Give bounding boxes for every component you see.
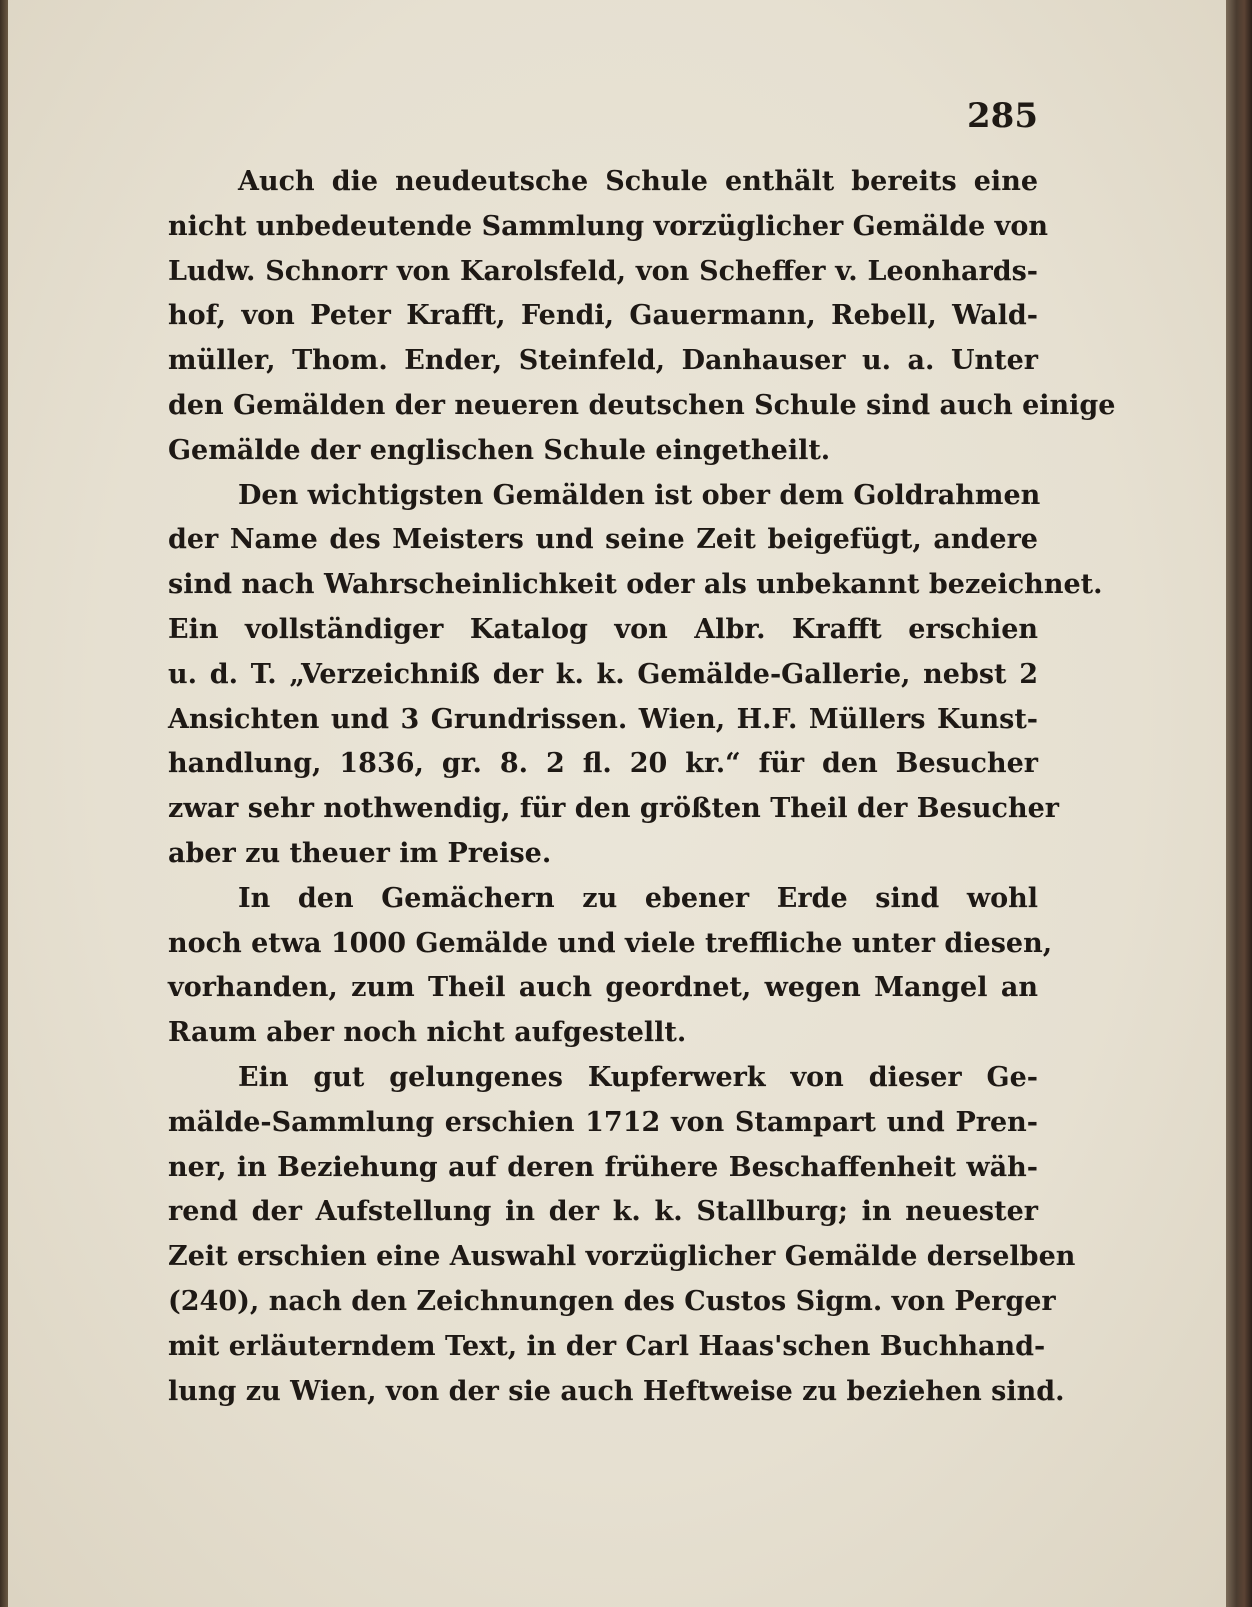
text-line: vorhanden, zum Theil auch geordnet, wegen Mangel an — [168, 972, 1038, 1004]
text-line: Ansichten und 3 Grundrissen. Wien, H.F. Müllers Kunst- — [168, 703, 1038, 735]
text-line: handlung, 1836, gr. 8. 2 fl. 20 kr.“ für den Besucher — [168, 748, 1038, 780]
book-page — [8, 0, 1226, 1607]
text-line: Ein vollständiger Katalog von Albr. Krafft erschien — [168, 613, 1038, 645]
book-gutter — [0, 0, 8, 1607]
text-line: der Name des Meisters und seine Zeit beigefügt, andere — [168, 524, 1038, 556]
text-line: noch etwa 1000 Gemälde und viele treffliche unter diesen, — [168, 927, 1053, 959]
text-line: Gemälde der englischen Schule eingetheilt. — [168, 434, 831, 466]
text-line: hof, von Peter Krafft, Fendi, Gauermann, Rebell, Wald- — [168, 300, 1038, 332]
page-text — [168, 160, 1116, 1414]
text-line: In den Gemächern zu ebener Erde sind wohl — [238, 882, 1038, 914]
text-line: müller, Thom. Ender, Steinfeld, Danhauser u. a. Unter — [168, 345, 1038, 377]
page-number: 285 — [967, 96, 1038, 136]
text-line: nicht unbedeutende Sammlung vorzüglicher Gemälde von — [168, 210, 1048, 242]
text-line: rend der Aufstellung in der k. k. Stallburg; in neuester — [168, 1196, 1038, 1228]
text-line: (240), nach den Zeichnungen des Custos Sigm. von Perger — [168, 1285, 1056, 1317]
text-line: sind nach Wahrscheinlichkeit oder als unbekannt bezeichnet. — [168, 569, 1103, 601]
text-line: mälde-Sammlung erschien 1712 von Stampart und Pren- — [168, 1106, 1038, 1138]
text-line: Raum aber noch nicht aufgestellt. — [168, 1017, 687, 1049]
text-line: Auch die neudeutsche Schule enthält bereits eine — [238, 166, 1038, 197]
text-line: Ein gut gelungenes Kupferwerk von dieser Ge- — [238, 1061, 1038, 1093]
text-line: Zeit erschien eine Auswahl vorzüglicher Gemälde derselben — [168, 1241, 1076, 1273]
book-cover-edge — [1226, 0, 1252, 1607]
text-line: aber zu theuer im Preise. — [168, 837, 552, 869]
text-line: ner, in Beziehung auf deren frühere Beschaffenheit wäh- — [168, 1151, 1038, 1183]
text-line: lung zu Wien, von der sie auch Heftweise zu beziehen sind. — [168, 1375, 1065, 1407]
text-line: u. d. T. „Verzeichniß der k. k. Gemälde-Gallerie, nebst 2 — [168, 658, 1038, 690]
text-line: mit erläuterndem Text, in der Carl Haas'schen Buchhand- — [168, 1330, 1046, 1362]
text-line: den Gemälden der neueren deutschen Schule sind auch einige — [168, 389, 1116, 421]
text-line: zwar sehr nothwendig, für den größten Theil der Besucher — [168, 793, 1059, 825]
text-line: Ludw. Schnorr von Karolsfeld, von Scheffer v. Leonhards- — [168, 255, 1038, 287]
text-line: Den wichtigsten Gemälden ist ober dem Goldrahmen — [238, 479, 1041, 511]
